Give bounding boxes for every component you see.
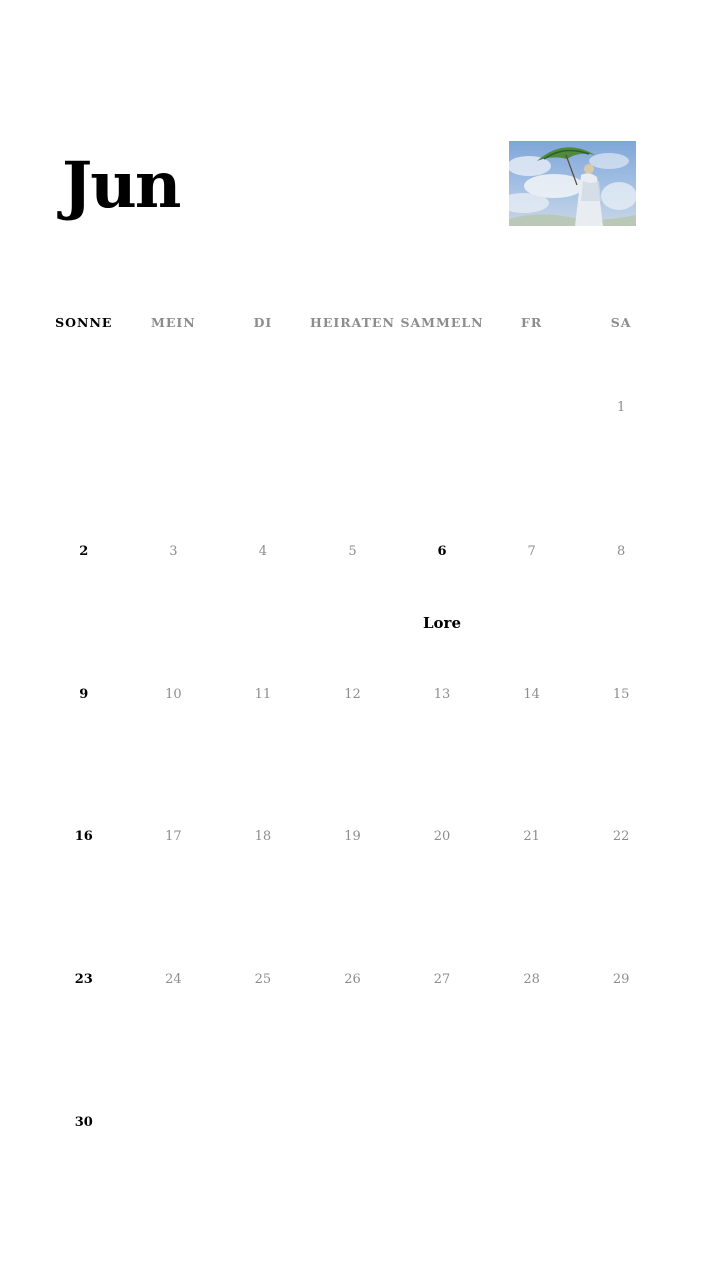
day-cell [308, 1110, 398, 1136]
week-row-5 [39, 967, 666, 993]
day-cell[interactable]: 29 [612, 972, 630, 987]
weekday-monday: MEIN [151, 315, 196, 330]
day-cell[interactable]: 16 [74, 829, 93, 844]
day-cell[interactable]: 15 [612, 687, 630, 702]
day-cell [308, 395, 398, 421]
day-cell [487, 1110, 577, 1136]
day-cell[interactable]: 30 [74, 1115, 93, 1130]
month-title: Jun [62, 148, 180, 223]
day-cell[interactable]: 18 [254, 829, 272, 844]
painting-woman-with-parasol-image [509, 141, 636, 226]
weekday-sunday: SONNE [55, 315, 113, 330]
day-cell[interactable]: 23 [74, 972, 93, 987]
day-cell [129, 395, 219, 421]
day-cell [576, 1110, 666, 1136]
weekday-thursday: SAMMELN [400, 315, 484, 330]
weekday-header-row [39, 312, 666, 334]
day-cell[interactable]: 5 [348, 544, 357, 559]
day-cell[interactable]: 4 [258, 544, 268, 559]
week-row-4 [39, 824, 666, 850]
day-cell[interactable]: 20 [433, 829, 451, 844]
week-row-6 [39, 1110, 666, 1136]
day-cell[interactable]: 10 [165, 687, 182, 702]
day-cell [487, 395, 577, 421]
day-cell[interactable]: 17 [165, 829, 182, 844]
day-cell[interactable]: 25 [254, 972, 272, 987]
day-cell[interactable]: 12 [344, 687, 361, 702]
day-cell[interactable]: 21 [523, 829, 540, 844]
week-row-3 [39, 682, 666, 708]
day-cell[interactable]: 2 [79, 544, 89, 559]
day-cell[interactable]: 11 [254, 687, 272, 702]
weekday-saturday: SA [610, 315, 632, 330]
day-cell[interactable]: 14 [523, 687, 540, 702]
week-row-1 [39, 395, 666, 421]
day-cell [129, 1110, 219, 1136]
week-row-2 [39, 539, 666, 565]
day-cell[interactable]: 27 [433, 972, 451, 987]
day-cell[interactable]: 28 [523, 972, 540, 987]
day-cell-today[interactable]: 6 [437, 544, 447, 559]
day-cell[interactable]: 8 [617, 544, 626, 559]
weekday-friday: FR [520, 315, 543, 330]
day-cell[interactable]: 22 [612, 829, 630, 844]
day-cell[interactable]: 26 [344, 972, 361, 987]
weekday-tuesday: DI [253, 315, 273, 330]
weekday-wednesday: HEIRATEN [310, 315, 395, 330]
day-cell[interactable]: 13 [433, 687, 451, 702]
artwork-thumbnail[interactable] [509, 141, 636, 226]
day-cell[interactable]: 1 [617, 400, 626, 415]
day-cell [397, 1110, 487, 1136]
day-cell [397, 395, 487, 421]
day-cell[interactable]: 9 [79, 687, 89, 702]
day-cell [218, 395, 308, 421]
day-cell[interactable]: 7 [527, 544, 536, 559]
day-cell[interactable]: 3 [169, 544, 178, 559]
day-cell[interactable]: 24 [165, 972, 182, 987]
day-cell[interactable]: 19 [344, 829, 361, 844]
day-cell [39, 395, 129, 421]
event-label[interactable]: Lore [423, 614, 461, 632]
day-cell [218, 1110, 308, 1136]
